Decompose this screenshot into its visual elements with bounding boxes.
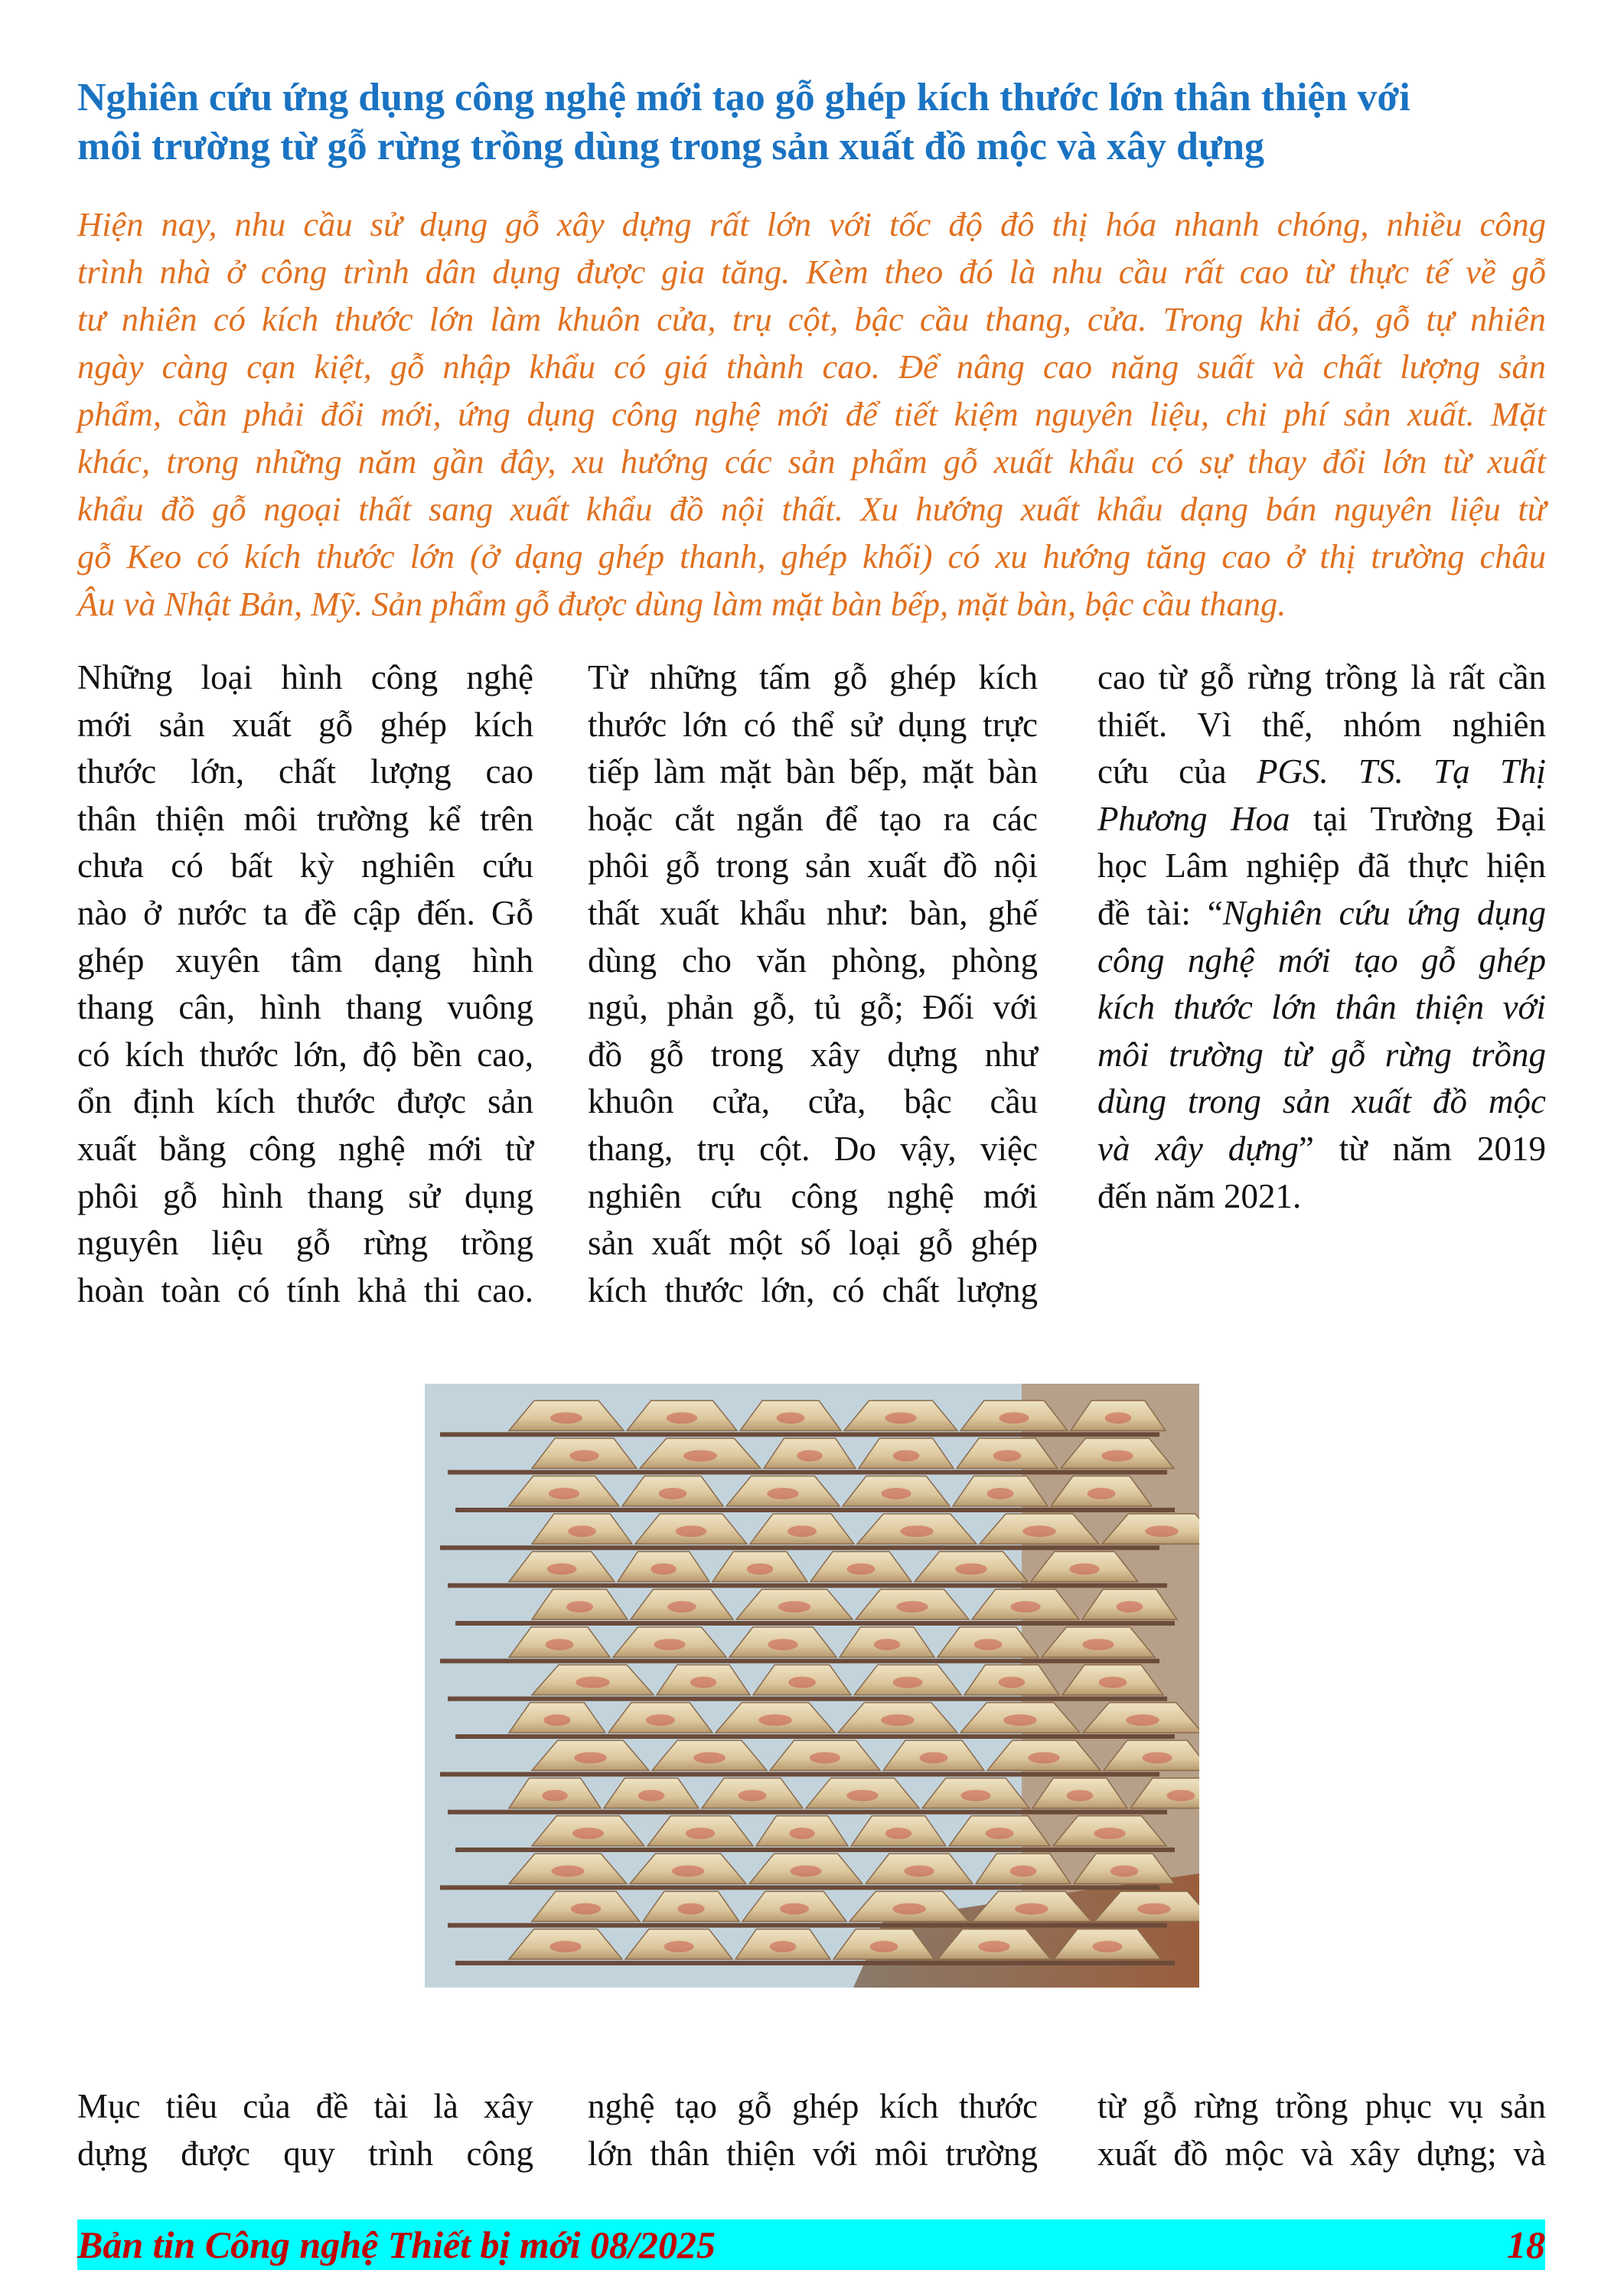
sticker-strip [448,1923,1167,1928]
red-marking [549,1488,579,1499]
red-marking [1145,1525,1179,1537]
red-marking [904,1865,934,1877]
body-line: nguyên liệu gỗ rừng trồng [77,1224,533,1263]
red-marking [1069,1564,1099,1575]
intro-line: Hiện nay, nhu cầu sử dụng gỗ xây dựng rất lớn với tốc độ đô thị hóa nhanh chóng, nhiều công [77,205,1546,243]
sticker-strip [440,1772,1159,1776]
body-line: kích thước lớn, có chất lượng [588,1270,1038,1309]
red-marking [770,1941,797,1952]
body-line: chưa có bất kỳ nghiên cứu [77,846,533,885]
red-marking [1101,1450,1133,1462]
red-marking [542,1790,568,1802]
sticker-strip [448,1470,1167,1475]
red-marking [1110,1865,1139,1877]
red-marking [987,1488,1014,1499]
red-marking [1126,1714,1159,1726]
red-marking [1117,1601,1143,1613]
body-line: xuất đồ mộc và xây dựng; và [1097,2134,1546,2173]
sticker-strip [440,1432,1159,1437]
red-marking [572,1828,604,1839]
intro-line: tư nhiên có kích thước lớn làm khuôn cửa, trụ cột, bậc cầu thang, cửa. Trong khi đó, gỗ tự nhiên [77,300,1546,338]
body-line: dựng được quy trình công [77,2134,533,2173]
body-text: ” từ năm 2019 [1298,1129,1546,1168]
body-line: thất xuất khẩu như: bàn, ghế [588,893,1038,932]
red-marking [651,1564,677,1575]
body-line: có kích thước lớn, độ bền cao, [77,1035,533,1074]
red-marking [780,1903,809,1915]
red-marking [664,1941,693,1952]
body-line: thang cân, hình thang vuông [77,988,533,1027]
project-title-line: công nghệ mới tạo gỗ ghép [1097,941,1546,980]
red-marking [690,1677,716,1688]
article-title-line: Nghiên cứu ứng dụng công nghệ mới tạo gỗ ghép kích thước lớn thân thiện với [77,76,1410,119]
red-marking [885,1828,912,1839]
body-line: thước lớn, chất lượng cao [77,752,533,791]
red-marking [881,1714,915,1726]
red-marking [1142,1752,1172,1763]
body-column-1 [77,654,533,1314]
red-marking [993,1450,1022,1462]
project-title-line: kích thước lớn thân thiện với [1097,988,1546,1027]
red-marking [881,1488,911,1499]
body-line: tiếp làm mặt bàn bếp, mặt bàn [588,752,1038,791]
red-marking [1088,1488,1116,1499]
red-marking [1167,1790,1195,1802]
body-line: nghệ tạo gỗ ghép kích thước [588,2087,1038,2125]
article-intro [77,201,1546,628]
intro-line: phẩm, cần phải đổi mới, ứng dụng công nghệ mới để tiết kiệm nguyên liệu, chi phí sản xuất. Mặt [77,395,1546,433]
red-marking [847,1564,876,1575]
red-marking [789,1828,815,1839]
red-marking [550,1412,582,1424]
red-marking [846,1790,878,1802]
red-marking [777,1412,805,1424]
body-line: thiết. Vì thế, nhóm nghiên [1097,705,1546,744]
body-line [1097,890,1546,938]
sticker-strip [455,1734,1175,1739]
red-marking [978,1941,1009,1952]
red-marking [574,1752,607,1763]
red-marking [870,1941,898,1952]
red-marking [893,1450,920,1462]
body-line: Từ những tấm gỗ ghép kích [588,658,1038,696]
body-line: ngủ, phản gỗ, tủ gỗ; Đối với [588,988,1038,1027]
red-marking [892,1677,922,1688]
body-text: tại Trường Đại [1290,799,1547,838]
red-marking [892,1903,926,1915]
sticker-strip [448,1697,1167,1701]
body-line: đến năm 2021. [1097,1176,1302,1215]
red-marking [568,1525,596,1537]
body-line: dùng cho văn phòng, phòng [588,941,1038,980]
page-footer [77,2219,1545,2270]
researcher-name: Phương Hoa [1097,799,1290,838]
body-line [1097,796,1546,843]
red-marking [874,1639,901,1650]
red-marking [659,1488,687,1499]
body-line: thước lớn có thể sử dụng trực [588,705,1038,744]
body-line: thang, trụ cột. Do vậy, việc [588,1129,1038,1168]
intro-line: gỗ Keo có kích thước lớn (ở dạng ghép thanh, ghép khối) có xu hướng tăng cao ở thị trường châu [77,537,1546,576]
body-line [1097,748,1546,796]
sticker-strip [448,1810,1167,1815]
body-line: sản xuất một số loại gỗ ghép [588,1224,1038,1263]
red-marking [677,1903,704,1915]
red-marking [999,1412,1029,1424]
red-marking [638,1790,665,1802]
red-marking [654,1639,685,1650]
researcher-name: PGS. TS. Tạ Thị [1256,752,1546,791]
body-line: nghiên cứu công nghệ mới [588,1176,1038,1215]
red-marking [810,1752,840,1763]
red-marking [676,1525,707,1537]
red-marking [885,1412,916,1424]
red-marking [999,1677,1026,1688]
red-marking [778,1601,811,1613]
red-marking [686,1828,716,1839]
red-marking [546,1639,574,1650]
sticker-strip [448,1583,1167,1588]
red-marking [569,1450,598,1462]
body-text: đề tài: “ [1097,893,1223,932]
red-marking [667,1601,696,1613]
red-marking [576,1677,610,1688]
red-marking [683,1450,717,1462]
article-title [77,73,1547,171]
publication-title: Bản tin Công nghệ Thiết bị mới 08/2025 [77,2223,716,2266]
red-marking [549,1941,581,1952]
body-line: hoàn toàn có tính khả thi cao. [77,1270,533,1309]
red-marking [768,1639,797,1650]
body-line: Những loại hình công nghệ [77,658,533,696]
body-column-2-continued [588,2083,1038,2177]
intro-line: khẩu đồ gỗ ngoại thất sang xuất khẩu đồ nội thất. Xu hướng xuất khẩu dạng bán nguyên liệu từ [77,490,1546,528]
red-marking [790,1865,821,1877]
red-marking [1094,1828,1125,1839]
red-marking [543,1714,570,1726]
body-line: đồ gỗ trong xây dựng như [588,1035,1038,1074]
red-marking [1092,1941,1122,1952]
project-title-line: môi trường từ gỗ rừng trồng [1097,1035,1546,1074]
body-line: ổn định kích thước được sản [77,1082,533,1121]
body-column-3 [1097,654,1546,1220]
red-marking [920,1752,948,1763]
sticker-strip [440,1885,1159,1890]
body-line: từ gỗ rừng trồng phục vụ sản [1097,2087,1546,2125]
intro-line: Âu và Nhật Bản, Mỹ. Sản phẩm gỗ được dùng làm mặt bàn bếp, mặt bàn, bậc cầu thang. [77,585,1286,623]
red-marking [1137,1903,1171,1915]
sticker-strip [440,1658,1159,1663]
body-line: thân thiện môi trường kể trên [77,799,533,838]
body-line: cao từ gỗ rừng trồng là rất cần [1097,658,1546,696]
body-line: Mục tiêu của đề tài là xây [77,2087,533,2125]
sticker-strip [455,1508,1175,1512]
red-marking [974,1639,1003,1650]
page-number: 18 [1507,2223,1545,2266]
intro-line: khác, trong những năm gần đây, xu hướng các sản phẩm gỗ xuất khẩu có sự thay đổi lớn từ xuất [77,442,1546,481]
red-marking [788,1677,816,1688]
red-marking [1082,1639,1114,1650]
project-title-line: dùng trong sản xuất đồ mộc [1097,1082,1546,1121]
body-line: mới sản xuất gỗ ghép kích [77,705,533,744]
lumber-stack-illustration [425,1384,1199,1988]
red-marking [986,1828,1014,1839]
red-marking [900,1525,934,1537]
body-column-1-continued [77,2083,533,2177]
red-marking [747,1564,774,1575]
red-marking [1067,1790,1094,1802]
sticker-strip [440,1545,1159,1550]
project-title: và xây dựng [1097,1129,1299,1168]
red-marking [646,1714,675,1726]
red-marking [1105,1412,1132,1424]
sticker-strip [455,1621,1175,1626]
red-marking [672,1865,705,1877]
red-marking [896,1601,928,1613]
article-title-line: môi trường từ gỗ rừng trồng dùng trong sản xuất đồ mộc và xây dựng [77,125,1265,168]
red-marking [960,1790,990,1802]
lumber-stack [440,1401,1199,1965]
red-marking [667,1412,697,1424]
sticker-strip [455,1961,1175,1965]
red-marking [551,1865,584,1877]
project-title: Nghiên cứu ứng dụng [1222,893,1546,932]
red-marking [566,1601,593,1613]
body-line: học Lâm nghiệp đã thực hiện [1097,846,1546,885]
red-marking [797,1450,823,1462]
intro-line: ngày càng cạn kiệt, gỗ nhập khẩu có giá thành cao. Để nâng cao năng suất và chất lượng sản [77,347,1546,386]
body-column-3-continued [1097,2083,1546,2177]
red-marking [1015,1903,1048,1915]
body-column-2 [588,654,1038,1314]
body-line: khuôn cửa, cửa, bậc cầu [588,1082,1038,1121]
body-line: lớn thân thiện với môi trường [588,2134,1038,2173]
body-line: nào ở nước ta đề cập đến. Gỗ [77,893,533,932]
body-line: phôi gỗ trong sản xuất đồ nội [588,846,1038,885]
body-line: hoặc cắt ngắn để tạo ra các [588,799,1038,838]
body-line: ghép xuyên tâm dạng hình [77,941,533,980]
red-marking [955,1564,986,1575]
body-line: xuất bằng công nghệ mới từ [77,1129,533,1168]
body-line: phôi gỗ hình thang sử dụng [77,1176,533,1215]
red-marking [693,1752,726,1763]
red-marking [1003,1714,1037,1726]
intro-line: trình nhà ở công trình dân dụng được gia tăng. Kèm theo đó là nhu cầu rất cao từ thực tế về gỗ [77,253,1546,291]
sticker-strip [455,1848,1175,1852]
body-line [1097,1126,1546,1173]
red-marking [739,1790,767,1802]
red-marking [788,1525,817,1537]
red-marking [1028,1752,1059,1763]
lumber-stack-photo [425,1384,1199,1988]
red-marking [1099,1677,1127,1688]
body-text: cứu của [1097,752,1257,791]
red-marking [547,1564,577,1575]
red-marking [767,1488,798,1499]
red-marking [1010,1601,1040,1613]
red-marking [571,1903,601,1915]
red-marking [1022,1525,1056,1537]
red-marking [758,1714,792,1726]
red-marking [1010,1865,1037,1877]
